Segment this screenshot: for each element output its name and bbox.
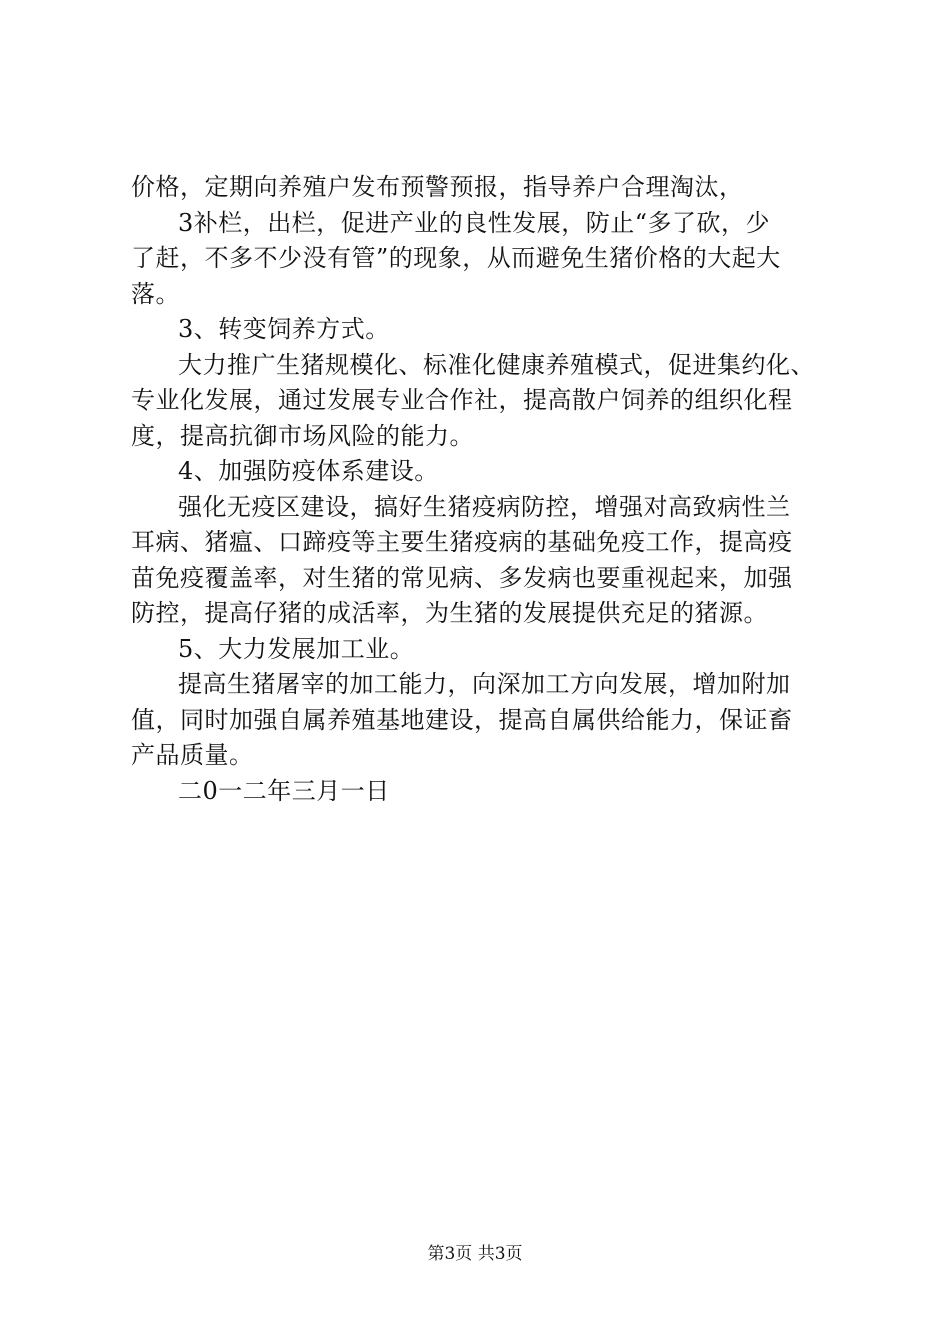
text-line: 强化无疫区建设，搞好生猪疫病防控，增强对高致病性兰 <box>178 492 791 521</box>
text-line: 落。 <box>131 279 180 308</box>
text-line: 专业化发展，通过发展专业合作社，提高散户饲养的组织化程 <box>131 386 793 414</box>
text-line: 大力推广生猪规模化、标准化健康养殖模式，促进集约化、 <box>178 350 815 379</box>
text-line: 3补栏，出栏，促进产业的良性发展，防止“多了砍，少 <box>178 208 771 237</box>
text-line: 值，同时加强自属养殖基地建设，提高自属供给能力，保证畜 <box>131 705 793 734</box>
text-line: 提高生猪屠宰的加工能力，向深加工方向发展，增加附加 <box>178 670 791 698</box>
section-heading: 5、大力发展加工业。 <box>178 634 415 663</box>
text-line: 防控，提高仔猪的成活率，为生猪的发展提供充足的猪源。 <box>131 599 768 627</box>
document-date: 二0一二年三月一日 <box>178 776 390 805</box>
text-line: 价格，定期向养殖户发布预警预报，指导养户合理淘汰， <box>131 173 744 201</box>
text-line: 苗免疫覆盖率，对生猪的常见病、多发病也要重视起来，加强 <box>131 563 793 592</box>
page-footer <box>0 1242 950 1266</box>
text-line: 耳病、猪瘟、口蹄疫等主要生猪疫病的基础免疫工作，提高疫 <box>131 528 793 556</box>
section-heading: 4、加强防疫体系建设。 <box>178 457 439 485</box>
text-line: 产品质量。 <box>131 741 254 769</box>
text-line: 了赶，不多不少没有管”的现象，从而避免生猪价格的大起大 <box>131 244 781 272</box>
document-body <box>131 170 831 809</box>
page-number: 第3页 共3页 <box>427 1244 523 1264</box>
section-heading: 3、转变饲养方式。 <box>178 315 390 343</box>
text-line: 度，提高抗御市场风险的能力。 <box>131 421 474 450</box>
